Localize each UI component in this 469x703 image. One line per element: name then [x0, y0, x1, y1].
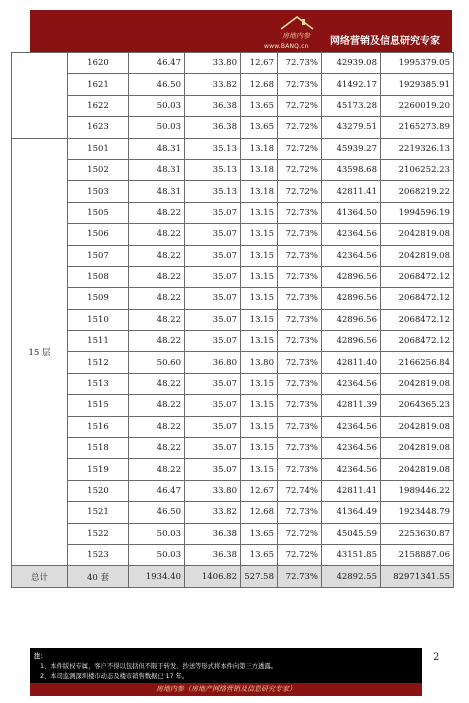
cell-unit-price: 45045.59 — [322, 523, 381, 544]
cell-room-number: 1523 — [68, 544, 129, 565]
cell-total-price: 1995379.05 — [381, 53, 454, 74]
cell-unit-price: 42896.56 — [322, 266, 381, 287]
cell-area: 48.22 — [129, 288, 185, 309]
total-ratio: 72.73% — [278, 566, 322, 587]
table-row — [12, 523, 454, 544]
cell-ratio: 72.73% — [278, 331, 322, 352]
cell-inner-area: 35.07 — [185, 224, 241, 245]
header-banner — [30, 10, 452, 52]
cell-room-number: 1510 — [68, 309, 129, 330]
cell-area: 48.22 — [129, 331, 185, 352]
cell-unit-price: 41364.50 — [322, 202, 381, 223]
cell-unit-price: 43279.51 — [322, 117, 381, 138]
cell-inner-area: 33.82 — [185, 74, 241, 95]
cell-unit-price: 43598.68 — [322, 159, 381, 180]
cell-total-price: 2260019.20 — [381, 95, 454, 116]
total-unit-price: 42892.55 — [322, 566, 381, 587]
cell-room-number: 1518 — [68, 438, 129, 459]
cell-area: 46.50 — [129, 502, 185, 523]
cell-total-price: 2068472.12 — [381, 266, 454, 287]
cell-inner-area: 35.07 — [185, 395, 241, 416]
cell-shared-area: 13.80 — [241, 352, 278, 373]
table-row — [12, 181, 454, 202]
table-row — [12, 544, 454, 565]
cell-area: 48.31 — [129, 159, 185, 180]
floor-cell — [12, 53, 68, 139]
floor-16-rows — [12, 53, 454, 139]
page-number: 2 — [433, 652, 440, 663]
cell-room-number: 1520 — [68, 480, 129, 501]
cell-inner-area: 33.82 — [185, 502, 241, 523]
cell-ratio: 72.72% — [278, 544, 322, 565]
cell-inner-area: 33.80 — [185, 480, 241, 501]
cell-room-number: 1505 — [68, 202, 129, 223]
table-row — [12, 416, 454, 437]
table-row — [12, 459, 454, 480]
cell-ratio: 72.73% — [278, 438, 322, 459]
cell-ratio: 72.72% — [278, 138, 322, 159]
cell-ratio: 72.73% — [278, 395, 322, 416]
cell-ratio: 72.72% — [278, 523, 322, 544]
cell-total-price: 2068219.22 — [381, 181, 454, 202]
cell-shared-area: 13.15 — [241, 373, 278, 394]
cell-inner-area: 36.80 — [185, 352, 241, 373]
cell-room-number: 1515 — [68, 395, 129, 416]
cell-unit-price: 42896.56 — [322, 288, 381, 309]
cell-inner-area: 35.07 — [185, 266, 241, 287]
cell-ratio: 72.73% — [278, 459, 322, 480]
cell-area: 50.03 — [129, 523, 185, 544]
cell-ratio: 72.72% — [278, 95, 322, 116]
cell-area: 46.50 — [129, 74, 185, 95]
unit-price-table — [11, 52, 454, 588]
total-row — [12, 566, 454, 587]
table-total — [12, 566, 454, 587]
cell-total-price: 2042819.08 — [381, 459, 454, 480]
cell-area: 50.03 — [129, 95, 185, 116]
cell-room-number: 1622 — [68, 95, 129, 116]
cell-ratio: 72.73% — [278, 74, 322, 95]
cell-total-price: 2165273.89 — [381, 117, 454, 138]
cell-total-price: 2068472.12 — [381, 331, 454, 352]
cell-unit-price: 41492.17 — [322, 74, 381, 95]
cell-shared-area: 13.15 — [241, 266, 278, 287]
cell-ratio: 72.73% — [278, 245, 322, 266]
cell-total-price: 1989446.22 — [381, 480, 454, 501]
cell-room-number: 1511 — [68, 331, 129, 352]
cell-area: 50.03 — [129, 544, 185, 565]
cell-unit-price: 42811.41 — [322, 480, 381, 501]
cell-ratio: 72.74% — [278, 480, 322, 501]
notes-line-1: 1、本件版权专属，客户不得以包括但不限于转发、抄送等形式将本件向第三方透露。 — [40, 663, 277, 670]
cell-inner-area: 35.13 — [185, 138, 241, 159]
cell-unit-price: 42811.40 — [322, 352, 381, 373]
cell-ratio: 72.73% — [278, 352, 322, 373]
table-row — [12, 138, 454, 159]
cell-room-number: 1503 — [68, 181, 129, 202]
cell-room-number: 1521 — [68, 502, 129, 523]
table-row — [12, 502, 454, 523]
cell-inner-area: 35.07 — [185, 438, 241, 459]
cell-room-number: 1508 — [68, 266, 129, 287]
cell-area: 50.60 — [129, 352, 185, 373]
cell-ratio: 72.72% — [278, 159, 322, 180]
table-row — [12, 352, 454, 373]
cell-room-number: 1621 — [68, 74, 129, 95]
table-row — [12, 266, 454, 287]
notes-line-2: 2、本司监测深圳楼市动态及楼市销售数据已 17 年。 — [40, 673, 189, 680]
cell-area: 48.22 — [129, 416, 185, 437]
cell-area: 48.22 — [129, 224, 185, 245]
cell-total-price: 2042819.08 — [381, 438, 454, 459]
floor-label: 15 层 — [12, 138, 68, 566]
table-row — [12, 202, 454, 223]
cell-inner-area: 35.13 — [185, 181, 241, 202]
cell-inner-area: 33.80 — [185, 53, 241, 74]
cell-shared-area: 13.15 — [241, 395, 278, 416]
cell-shared-area: 13.15 — [241, 245, 278, 266]
cell-area: 48.22 — [129, 266, 185, 287]
cell-shared-area: 13.65 — [241, 544, 278, 565]
brand-logo — [262, 12, 332, 50]
cell-ratio: 72.73% — [278, 373, 322, 394]
cell-shared-area: 13.15 — [241, 309, 278, 330]
cell-shared-area: 13.15 — [241, 438, 278, 459]
cell-inner-area: 35.07 — [185, 288, 241, 309]
cell-ratio: 72.73% — [278, 53, 322, 74]
cell-ratio: 72.73% — [278, 224, 322, 245]
cell-inner-area: 35.13 — [185, 159, 241, 180]
cell-total-price: 1929385.91 — [381, 74, 454, 95]
logo-url: www.BANQ.cn — [264, 43, 309, 50]
cell-ratio: 72.73% — [278, 288, 322, 309]
cell-shared-area: 12.68 — [241, 502, 278, 523]
notes-box — [30, 648, 422, 683]
cell-room-number: 1506 — [68, 224, 129, 245]
cell-room-number: 1507 — [68, 245, 129, 266]
cell-inner-area: 35.07 — [185, 309, 241, 330]
cell-room-number: 1620 — [68, 53, 129, 74]
cell-unit-price: 42364.56 — [322, 373, 381, 394]
cell-shared-area: 13.18 — [241, 138, 278, 159]
cell-unit-price: 42896.56 — [322, 309, 381, 330]
cell-total-price: 2253630.87 — [381, 523, 454, 544]
cell-unit-price: 43151.85 — [322, 544, 381, 565]
cell-room-number: 1502 — [68, 159, 129, 180]
cell-total-price: 2042819.08 — [381, 416, 454, 437]
logo-text: 房地内参 — [282, 32, 310, 40]
cell-inner-area: 35.07 — [185, 459, 241, 480]
cell-room-number: 1623 — [68, 117, 129, 138]
cell-unit-price: 41364.49 — [322, 502, 381, 523]
cell-total-price: 2158887.06 — [381, 544, 454, 565]
cell-room-number: 1516 — [68, 416, 129, 437]
cell-room-number: 1513 — [68, 373, 129, 394]
cell-unit-price: 42364.56 — [322, 416, 381, 437]
cell-total-price: 2064365.23 — [381, 395, 454, 416]
cell-ratio: 72.73% — [278, 502, 322, 523]
cell-shared-area: 13.65 — [241, 117, 278, 138]
cell-total-price: 2219326.13 — [381, 138, 454, 159]
cell-shared-area: 13.15 — [241, 416, 278, 437]
cell-shared-area: 13.65 — [241, 95, 278, 116]
table-row — [12, 95, 454, 116]
cell-shared-area: 13.15 — [241, 224, 278, 245]
cell-area: 48.22 — [129, 438, 185, 459]
cell-shared-area: 13.18 — [241, 181, 278, 202]
cell-ratio: 72.73% — [278, 202, 322, 223]
table-row — [12, 245, 454, 266]
cell-unit-price: 42364.56 — [322, 245, 381, 266]
cell-unit-price: 42939.08 — [322, 53, 381, 74]
cell-area: 48.22 — [129, 395, 185, 416]
cell-unit-price: 42811.41 — [322, 181, 381, 202]
house-roof-icon — [280, 15, 314, 31]
header-title: 网络营销及信息研究专家 — [330, 36, 440, 47]
total-shared-area: 527.58 — [241, 566, 278, 587]
table-row — [12, 309, 454, 330]
cell-total-price: 2068472.12 — [381, 309, 454, 330]
table-row — [12, 395, 454, 416]
cell-total-price: 1994596.19 — [381, 202, 454, 223]
cell-shared-area: 12.67 — [241, 480, 278, 501]
cell-inner-area: 35.07 — [185, 202, 241, 223]
cell-shared-area: 12.67 — [241, 53, 278, 74]
cell-total-price: 2042819.08 — [381, 373, 454, 394]
table-row — [12, 159, 454, 180]
table-row — [12, 480, 454, 501]
cell-room-number: 1501 — [68, 138, 129, 159]
cell-area: 48.22 — [129, 202, 185, 223]
cell-shared-area: 13.15 — [241, 202, 278, 223]
cell-unit-price: 45173.28 — [322, 95, 381, 116]
cell-total-price: 2042819.08 — [381, 224, 454, 245]
cell-room-number: 1509 — [68, 288, 129, 309]
cell-shared-area: 13.15 — [241, 288, 278, 309]
cell-ratio: 72.72% — [278, 181, 322, 202]
cell-unit-price: 42364.56 — [322, 459, 381, 480]
total-price: 82971341.55 — [381, 566, 454, 587]
cell-unit-price: 42811.39 — [322, 395, 381, 416]
table-row — [12, 331, 454, 352]
cell-total-price: 1923448.79 — [381, 502, 454, 523]
cell-room-number: 1512 — [68, 352, 129, 373]
cell-ratio: 72.73% — [278, 416, 322, 437]
cell-inner-area: 36.38 — [185, 544, 241, 565]
cell-shared-area: 13.65 — [241, 523, 278, 544]
cell-room-number: 1522 — [68, 523, 129, 544]
cell-ratio: 72.73% — [278, 309, 322, 330]
cell-inner-area: 35.07 — [185, 331, 241, 352]
notes-title: 注： — [34, 653, 47, 660]
cell-total-price: 2106252.23 — [381, 159, 454, 180]
cell-total-price: 2166256.84 — [381, 352, 454, 373]
total-count: 40 套 — [68, 566, 129, 587]
table-row — [12, 373, 454, 394]
table-row — [12, 288, 454, 309]
floor-15-rows — [12, 138, 454, 566]
cell-shared-area: 13.15 — [241, 459, 278, 480]
cell-unit-price: 42364.56 — [322, 438, 381, 459]
cell-area: 48.31 — [129, 138, 185, 159]
cell-unit-price: 45939.27 — [322, 138, 381, 159]
cell-area: 46.47 — [129, 53, 185, 74]
cell-area: 46.47 — [129, 480, 185, 501]
cell-inner-area: 36.38 — [185, 95, 241, 116]
cell-shared-area: 13.15 — [241, 331, 278, 352]
total-inner-area: 1406.82 — [185, 566, 241, 587]
cell-ratio: 72.72% — [278, 117, 322, 138]
cell-inner-area: 35.07 — [185, 416, 241, 437]
cell-shared-area: 12.68 — [241, 74, 278, 95]
cell-inner-area: 35.07 — [185, 245, 241, 266]
cell-unit-price: 42896.56 — [322, 331, 381, 352]
cell-area: 48.22 — [129, 373, 185, 394]
cell-room-number: 1519 — [68, 459, 129, 480]
cell-area: 48.22 — [129, 309, 185, 330]
cell-inner-area: 36.38 — [185, 117, 241, 138]
cell-shared-area: 13.18 — [241, 159, 278, 180]
total-area: 1934.40 — [129, 566, 185, 587]
total-label: 总计 — [12, 566, 68, 587]
table-row — [12, 438, 454, 459]
cell-area: 48.31 — [129, 181, 185, 202]
cell-inner-area: 35.07 — [185, 373, 241, 394]
table-row — [12, 224, 454, 245]
table-row — [12, 117, 454, 138]
cell-total-price: 2042819.08 — [381, 245, 454, 266]
cell-area: 50.03 — [129, 117, 185, 138]
cell-total-price: 2068472.12 — [381, 288, 454, 309]
cell-area: 48.22 — [129, 245, 185, 266]
cell-inner-area: 36.38 — [185, 523, 241, 544]
cell-area: 48.22 — [129, 459, 185, 480]
footer-bar: 房地内参（房地产网络营销及信息研究专家） — [30, 683, 422, 696]
cell-ratio: 72.73% — [278, 266, 322, 287]
cell-unit-price: 42364.56 — [322, 224, 381, 245]
table-row — [12, 53, 454, 74]
table-row — [12, 74, 454, 95]
